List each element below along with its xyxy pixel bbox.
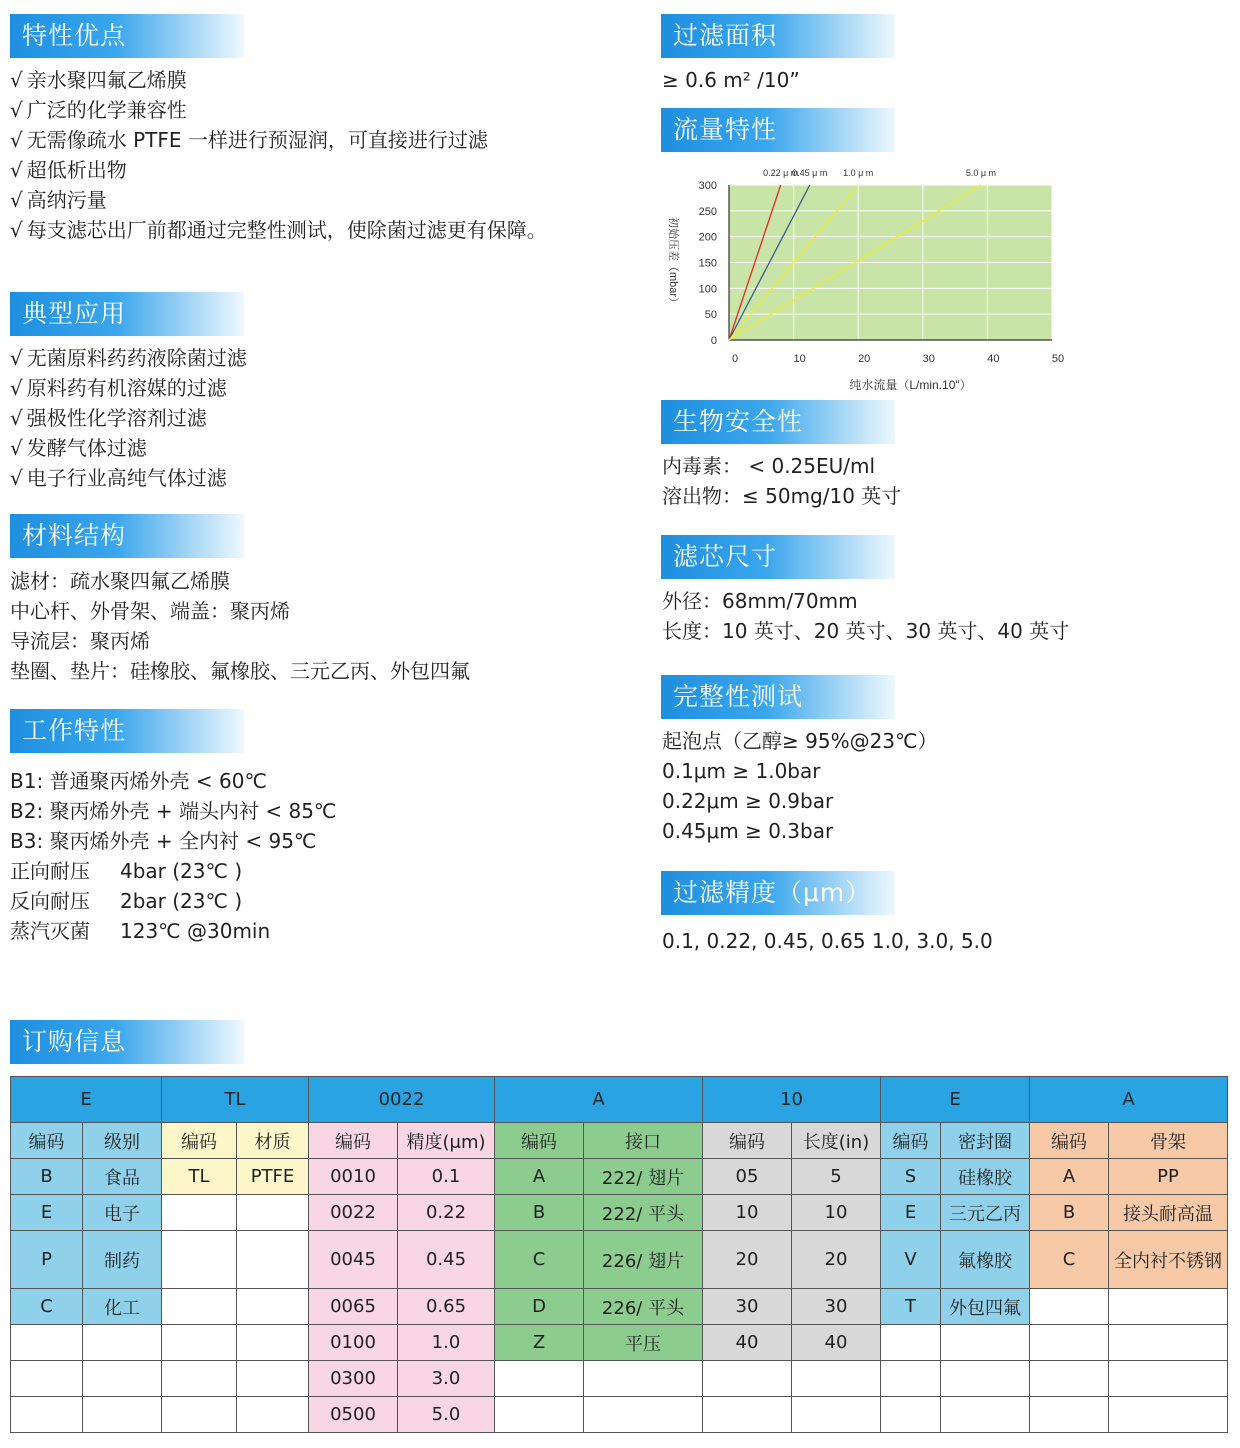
- check-icon: √: [10, 188, 23, 212]
- table-cell: C: [11, 1289, 83, 1325]
- check-icon: √: [10, 98, 23, 122]
- list-item: 0.1μm ≥ 1.0bar: [662, 759, 821, 783]
- list-item: 反向耐压 2bar (23℃ ): [10, 889, 243, 913]
- list-item: √ 亲水聚四氟乙烯膜: [10, 68, 187, 92]
- integrity-header: 完整性测试: [661, 675, 895, 719]
- table-cell: 0010: [309, 1159, 398, 1195]
- list-item: 正向耐压 4bar (23℃ ): [10, 859, 243, 883]
- series-label: 5.0 μ m: [965, 168, 997, 178]
- table-cell: [703, 1397, 792, 1433]
- size-header: 滤芯尺寸: [661, 535, 895, 579]
- table-cell: [1109, 1325, 1228, 1361]
- applications-list: [10, 343, 247, 493]
- table-cell: 0300: [309, 1361, 398, 1397]
- flow-header: 流量特性: [661, 108, 895, 152]
- table-row: [11, 1289, 1228, 1325]
- table-cell: 3.0: [398, 1361, 495, 1397]
- list-item: √ 每支滤芯出厂前都通过完整性测试，使除菌过滤更有保障。: [10, 218, 547, 242]
- table-cell: 05: [703, 1159, 792, 1195]
- table-cell: TL: [162, 1159, 237, 1195]
- materials-header: 材料结构: [10, 514, 244, 558]
- table-cell: [83, 1325, 162, 1361]
- group-code-cell: E: [11, 1077, 162, 1123]
- table-cell: 0.22: [398, 1195, 495, 1231]
- list-item: 0.45μm ≥ 0.3bar: [662, 819, 834, 843]
- check-icon: √: [10, 436, 23, 460]
- list-item: 外径：68mm/70mm: [662, 589, 858, 613]
- group-code-cell: 0022: [309, 1077, 495, 1123]
- table-cell: 226/ 翅片: [584, 1231, 703, 1289]
- subheader-row: [11, 1123, 1228, 1159]
- check-icon: √: [10, 128, 23, 152]
- ordering-header: 订购信息: [10, 1020, 244, 1064]
- table-cell: 0.65: [398, 1289, 495, 1325]
- table-cell: 0100: [309, 1325, 398, 1361]
- table-cell: [941, 1397, 1030, 1433]
- working-list: [10, 766, 336, 946]
- list-item: 内毒素： < 0.25EU/ml: [662, 454, 876, 478]
- table-cell: [162, 1397, 237, 1433]
- y-axis-label: 初始压差（mbar）: [667, 216, 679, 309]
- table-cell: [237, 1361, 309, 1397]
- table-cell: 0.1: [398, 1159, 495, 1195]
- table-cell: A: [495, 1159, 584, 1195]
- subheader-cell: 骨架: [1109, 1123, 1228, 1159]
- table-cell: [162, 1361, 237, 1397]
- list-item: √ 高纳污量: [10, 188, 107, 212]
- x-tick-label: 0: [731, 353, 739, 365]
- table-cell: Z: [495, 1325, 584, 1361]
- table-cell: [83, 1361, 162, 1397]
- list-item: 0.22μm ≥ 0.9bar: [662, 789, 834, 813]
- series-label: 0.22 μ m: [763, 168, 799, 178]
- table-cell: [1109, 1397, 1228, 1433]
- list-item: √ 原料药有机溶媒的过滤: [10, 376, 227, 400]
- check-icon: √: [10, 68, 23, 92]
- group-code-cell: 10: [703, 1077, 881, 1123]
- subheader-cell: 编码: [703, 1123, 792, 1159]
- table-cell: [237, 1195, 309, 1231]
- table-cell: E: [881, 1195, 941, 1231]
- table-cell: 接头耐高温: [1109, 1195, 1228, 1231]
- table-cell: [1030, 1325, 1109, 1361]
- table-cell: 全内衬不锈钢: [1109, 1231, 1228, 1289]
- y-tick-label: 100: [698, 283, 717, 296]
- working-header: 工作特性: [10, 709, 244, 753]
- table-cell: [162, 1325, 237, 1361]
- table-cell: [792, 1397, 881, 1433]
- biosafety-header: 生物安全性: [661, 400, 895, 444]
- precision-header: 过滤精度（μm）: [661, 871, 895, 915]
- subheader-cell: 长度(in): [792, 1123, 881, 1159]
- features-header: 特性优点: [10, 14, 244, 58]
- table-cell: S: [881, 1159, 941, 1195]
- flow-chart: [662, 158, 1102, 398]
- table-cell: 0.45: [398, 1231, 495, 1289]
- table-cell: [237, 1231, 309, 1289]
- table-cell: [162, 1289, 237, 1325]
- table-cell: 5: [792, 1159, 881, 1195]
- area-header: 过滤面积: [661, 14, 895, 58]
- table-cell: 222/ 平头: [584, 1195, 703, 1231]
- table-cell: 化工: [83, 1289, 162, 1325]
- table-cell: 电子: [83, 1195, 162, 1231]
- table-cell: [237, 1325, 309, 1361]
- check-icon: √: [10, 158, 23, 182]
- table-cell: 制药: [83, 1231, 162, 1289]
- table-cell: [881, 1361, 941, 1397]
- list-item: 起泡点（乙醇≥ 95%@23℃）: [662, 729, 938, 753]
- list-item: B3: 聚丙烯外壳 + 全内衬 < 95℃: [10, 829, 317, 853]
- list-item: 垫圈、垫片：硅橡胶、氟橡胶、三元乙丙、外包四氟: [10, 659, 470, 683]
- x-axis-label: 纯水流量（L/min.10"）: [849, 378, 972, 392]
- table-cell: 30: [703, 1289, 792, 1325]
- table-cell: A: [1030, 1159, 1109, 1195]
- check-icon: √: [10, 346, 23, 370]
- materials-list: [10, 566, 470, 686]
- subheader-cell: 编码: [495, 1123, 584, 1159]
- subheader-cell: 密封圈: [941, 1123, 1030, 1159]
- table-cell: 硅橡胶: [941, 1159, 1030, 1195]
- table-cell: 三元乙丙: [941, 1195, 1030, 1231]
- table-cell: [11, 1325, 83, 1361]
- y-tick-label: 200: [698, 231, 717, 244]
- table-cell: D: [495, 1289, 584, 1325]
- y-tick-label: 300: [698, 180, 717, 192]
- applications-header: 典型应用: [10, 292, 244, 336]
- check-icon: √: [10, 406, 23, 430]
- list-item: 导流层：聚丙烯: [10, 629, 150, 653]
- table-cell: 0500: [309, 1397, 398, 1433]
- table-cell: [881, 1325, 941, 1361]
- table-cell: [1109, 1289, 1228, 1325]
- table-cell: 40: [703, 1325, 792, 1361]
- list-item: 滤材：疏水聚四氟乙烯膜: [10, 569, 230, 593]
- ordering-table: [10, 1076, 1228, 1433]
- y-tick-label: 50: [704, 309, 717, 322]
- table-cell: B: [1030, 1195, 1109, 1231]
- area-value: ≥ 0.6 m² /10”: [662, 68, 800, 92]
- group-code-cell: TL: [162, 1077, 309, 1123]
- table-cell: 226/ 平头: [584, 1289, 703, 1325]
- table-cell: 20: [703, 1231, 792, 1289]
- list-item: B1: 普通聚丙烯外壳 < 60℃: [10, 769, 267, 793]
- check-icon: √: [10, 376, 23, 400]
- size-list: [662, 586, 1069, 646]
- table-cell: [162, 1231, 237, 1289]
- table-cell: [703, 1361, 792, 1397]
- table-cell: 外包四氟: [941, 1289, 1030, 1325]
- table-cell: [495, 1397, 584, 1433]
- subheader-cell: 编码: [162, 1123, 237, 1159]
- table-cell: 20: [792, 1231, 881, 1289]
- table-cell: 食品: [83, 1159, 162, 1195]
- subheader-cell: 级别: [83, 1123, 162, 1159]
- table-cell: 0065: [309, 1289, 398, 1325]
- table-cell: [1030, 1397, 1109, 1433]
- table-cell: [162, 1195, 237, 1231]
- table-cell: PP: [1109, 1159, 1228, 1195]
- y-tick-label: 250: [698, 205, 717, 218]
- group-code-cell: E: [881, 1077, 1030, 1123]
- table-cell: [237, 1289, 309, 1325]
- check-icon: √: [10, 218, 23, 242]
- integrity-list: [662, 726, 937, 846]
- subheader-cell: 材质: [237, 1123, 309, 1159]
- table-cell: 平压: [584, 1325, 703, 1361]
- subheader-cell: 精度(μm): [398, 1123, 495, 1159]
- y-tick-label: 150: [698, 257, 717, 270]
- x-tick-label: 20: [858, 353, 871, 365]
- table-cell: 10: [703, 1195, 792, 1231]
- table-cell: B: [11, 1159, 83, 1195]
- group-code-cell: A: [495, 1077, 703, 1123]
- table-row: [11, 1159, 1228, 1195]
- subheader-cell: 编码: [881, 1123, 941, 1159]
- table-cell: E: [11, 1195, 83, 1231]
- x-tick-label: 30: [922, 353, 935, 365]
- table-cell: T: [881, 1289, 941, 1325]
- subheader-cell: 编码: [1030, 1123, 1109, 1159]
- table-cell: [11, 1361, 83, 1397]
- table-cell: [1109, 1361, 1228, 1397]
- table-cell: 0045: [309, 1231, 398, 1289]
- table-cell: 5.0: [398, 1397, 495, 1433]
- list-item: 长度：10 英寸、20 英寸、30 英寸、40 英寸: [662, 619, 1070, 643]
- list-item: 蒸汽灭菌 123℃ @30min: [10, 919, 271, 943]
- list-item: √ 无需像疏水 PTFE 一样进行预湿润，可直接进行过滤: [10, 128, 488, 152]
- table-cell: [83, 1397, 162, 1433]
- list-item: 溶出物：≤ 50mg/10 英寸: [662, 484, 902, 508]
- biosafety-list: [662, 451, 901, 511]
- table-cell: [941, 1361, 1030, 1397]
- table-cell: [1030, 1361, 1109, 1397]
- table-row: [11, 1231, 1228, 1289]
- table-cell: PTFE: [237, 1159, 309, 1195]
- subheader-cell: 接口: [584, 1123, 703, 1159]
- list-item: √ 无菌原料药药液除菌过滤: [10, 346, 247, 370]
- table-cell: V: [881, 1231, 941, 1289]
- table-row: [11, 1195, 1228, 1231]
- subheader-cell: 编码: [309, 1123, 398, 1159]
- precision-value: 0.1, 0.22, 0.45, 0.65 1.0, 3.0, 5.0: [662, 929, 993, 953]
- x-tick-label: 10: [793, 353, 806, 365]
- table-row: [11, 1397, 1228, 1433]
- table-cell: [584, 1397, 703, 1433]
- subheader-cell: 编码: [11, 1123, 83, 1159]
- y-tick-label: 0: [710, 335, 717, 347]
- table-row: [11, 1361, 1228, 1397]
- table-cell: [11, 1397, 83, 1433]
- features-list: [10, 65, 547, 245]
- table-cell: B: [495, 1195, 584, 1231]
- table-cell: 1.0: [398, 1325, 495, 1361]
- group-row: [11, 1077, 1228, 1123]
- table-cell: 40: [792, 1325, 881, 1361]
- list-item: √ 超低析出物: [10, 158, 127, 182]
- table-cell: 30: [792, 1289, 881, 1325]
- table-cell: [792, 1361, 881, 1397]
- table-cell: P: [11, 1231, 83, 1289]
- list-item: √ 发酵气体过滤: [10, 436, 147, 460]
- table-cell: [584, 1361, 703, 1397]
- x-tick-label: 50: [1051, 353, 1065, 365]
- series-label: 0.45 μ m: [792, 168, 828, 178]
- check-icon: √: [10, 466, 23, 490]
- table-cell: 10: [792, 1195, 881, 1231]
- list-item: √ 强极性化学溶剂过滤: [10, 406, 207, 430]
- list-item: √ 广泛的化学兼容性: [10, 98, 187, 122]
- series-label: 1.0 μ m: [843, 168, 874, 178]
- x-tick-label: 40: [987, 353, 1000, 365]
- table-cell: [237, 1397, 309, 1433]
- list-item: B2: 聚丙烯外壳 + 端头内衬 < 85℃: [10, 799, 337, 823]
- table-cell: 氟橡胶: [941, 1231, 1030, 1289]
- group-code-cell: A: [1030, 1077, 1228, 1123]
- table-cell: 0022: [309, 1195, 398, 1231]
- table-row: [11, 1325, 1228, 1361]
- table-cell: C: [495, 1231, 584, 1289]
- list-item: √ 电子行业高纯气体过滤: [10, 466, 227, 490]
- table-cell: [941, 1325, 1030, 1361]
- table-cell: 222/ 翅片: [584, 1159, 703, 1195]
- table-cell: [1030, 1289, 1109, 1325]
- list-item: 中心杆、外骨架、端盖：聚丙烯: [10, 599, 290, 623]
- table-cell: [881, 1397, 941, 1433]
- table-cell: [495, 1361, 584, 1397]
- table-cell: C: [1030, 1231, 1109, 1289]
